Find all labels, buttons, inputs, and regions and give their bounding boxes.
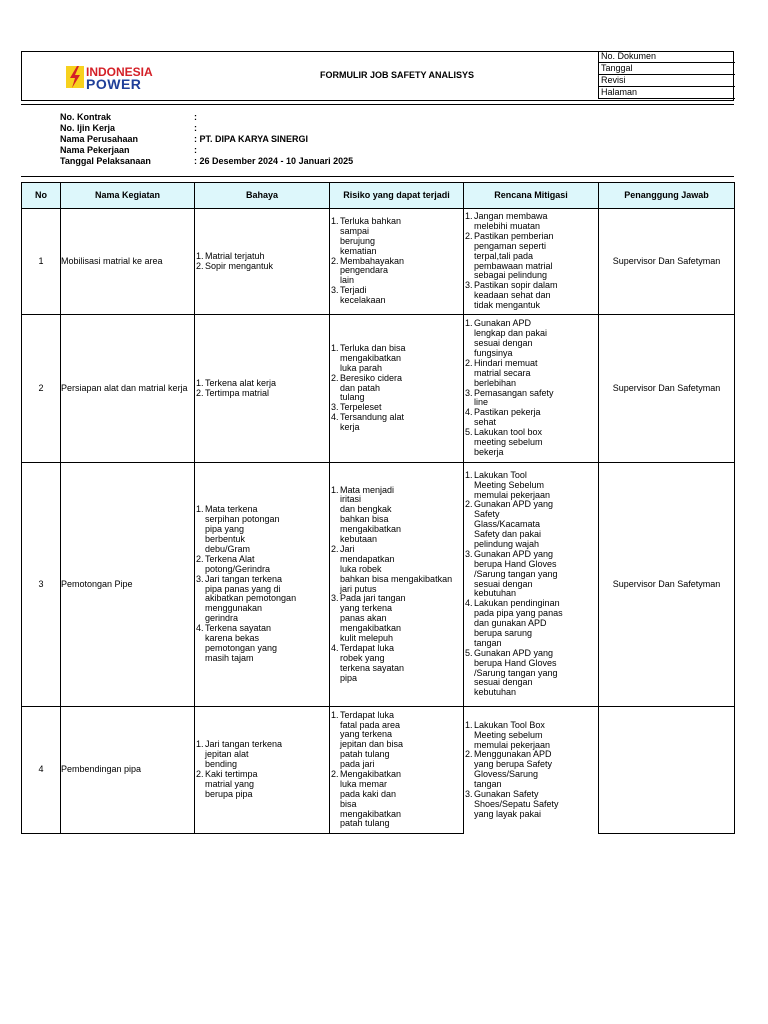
info-value: :: [194, 145, 197, 155]
info-label: Nama Perusahaan: [60, 134, 139, 144]
item-text: Gunakan Safety Shoes/Sepatu Safety yang layak pakai: [474, 789, 559, 819]
item-text: Kaki tertimpa matrial yang berupa pipa: [205, 769, 258, 799]
item-number: 3.: [465, 789, 473, 800]
item-text: Lakukan pendinginan pada pipa yang panas dan gunakan APD berupa sarung tangan: [474, 598, 563, 648]
item-number: 4.: [465, 407, 473, 418]
cell-bahaya: [195, 707, 330, 834]
item-text: Gunakan APD lengkap dan pakai sesuai dengan fungsinya: [474, 318, 548, 358]
item-text: Mata terkena serpihan potongan pipa yang berbentuk debu/Gram: [205, 504, 280, 554]
item-number: 2.: [196, 553, 204, 564]
cell-risiko: [330, 315, 464, 463]
project-info: [21, 104, 734, 177]
cell-risiko-list: [331, 344, 462, 433]
cell-mitigasi: [464, 463, 599, 707]
cell-risiko-list: [331, 217, 462, 306]
list-item: [331, 374, 462, 404]
item-text: Terdapat luka robek yang terkena sayatan pipa: [340, 642, 405, 683]
item-number: 1.: [465, 469, 473, 480]
jsa-table: [21, 182, 735, 834]
item-text: Pemasangan safety line: [474, 387, 554, 408]
item-number: 4.: [465, 598, 473, 609]
item-number: 2.: [465, 230, 473, 241]
item-number: 2.: [331, 255, 339, 266]
col-header-mitigasi: Rencana Mitigasi: [464, 183, 599, 209]
list-item: [331, 711, 462, 770]
item-text: Terdapat luka fatal pada area yang terkena jepitan dan bisa patah tulang pada jari: [340, 709, 404, 770]
item-text: Gunakan APD yang berupa Hand Gloves /Sarung tangan yang sesuai dengan kebutuhan: [474, 647, 558, 698]
item-number: 3.: [465, 387, 473, 398]
list-item: [331, 344, 462, 374]
info-value: :: [194, 112, 197, 122]
list-item: [465, 790, 597, 820]
list-item: [465, 319, 597, 359]
form-header: [21, 51, 734, 101]
item-text: Matrial terjatuh: [205, 250, 265, 261]
item-text: Mengakibatkan luka memar pada kaki dan bisa mengakibatkan patah tulang: [340, 769, 402, 829]
item-number: 1.: [465, 318, 473, 329]
item-number: 4.: [331, 412, 339, 423]
list-item: [331, 770, 462, 829]
col-header-no: No: [22, 183, 61, 209]
list-item: [465, 721, 597, 751]
meta-revisi: Revisi: [599, 75, 735, 87]
item-number: 1.: [331, 709, 339, 720]
list-item: [465, 500, 597, 549]
item-text: Terpeleset: [340, 402, 382, 413]
item-number: 2.: [196, 260, 204, 271]
list-item: [196, 505, 328, 554]
table-header-row: [22, 183, 735, 209]
item-number: 1.: [465, 211, 473, 222]
list-item: [465, 428, 597, 458]
item-number: 1.: [331, 215, 339, 226]
cell-mitigasi-list: [465, 471, 597, 698]
cell-bahaya: [195, 209, 330, 315]
item-text: Jangan membawa melebihi muatan: [474, 211, 548, 231]
cell-kegiatan: Persiapan alat dan matrial kerja: [61, 315, 195, 463]
list-item: [465, 649, 597, 698]
item-number: 1.: [196, 504, 204, 515]
cell-risiko: [330, 463, 464, 707]
cell-kegiatan: Pembendingan pipa: [61, 707, 195, 834]
info-label: Nama Pekerjaan: [60, 145, 130, 155]
item-text: Terluka bahkan sampai berujung kematian: [340, 215, 402, 256]
item-text: Lakukan Tool Meeting Sebelum memulai pekerjaan: [474, 469, 551, 500]
item-text: Terluka dan bisa mengakibatkan luka parah: [340, 342, 406, 373]
item-number: 5.: [465, 427, 473, 438]
cell-no: 2: [22, 315, 61, 463]
cell-penanggung-jawab: Supervisor Dan Safetyman: [599, 463, 735, 707]
cell-bahaya-list: [196, 379, 328, 399]
list-item: [196, 624, 328, 664]
item-text: Beresiko cidera dan patah tulang: [340, 372, 403, 403]
list-item: [465, 212, 597, 232]
cell-mitigasi: [464, 707, 599, 834]
item-text: Hindari memuat matrial secara berlebihan: [474, 357, 538, 388]
list-item: [465, 281, 597, 311]
item-number: 4.: [196, 623, 204, 634]
list-item: [196, 770, 328, 800]
item-number: 1.: [331, 342, 339, 353]
item-text: Gunakan APD yang berupa Hand Gloves /Sarung tangan yang sesuai dengan kebutuhan: [474, 548, 558, 599]
col-header-kegiatan: Nama Kegiatan: [61, 183, 195, 209]
item-number: 1.: [196, 250, 204, 261]
item-text: Lakukan tool box meeting sebelum bekerja: [474, 427, 543, 457]
table-row: [22, 315, 735, 463]
item-text: Pastikan sopir dalam keadaan sehat dan tidak mengantuk: [474, 280, 558, 311]
item-number: 1.: [331, 484, 339, 495]
item-text: Membahayakan pengendara lain: [340, 255, 405, 286]
cell-mitigasi-list: [465, 721, 597, 820]
item-number: 2.: [196, 387, 204, 398]
info-label: Tanggal Pelaksanaan: [60, 156, 151, 166]
item-text: Tersandung alat kerja: [340, 412, 405, 433]
list-item: [196, 575, 328, 624]
list-item: [196, 389, 328, 399]
list-item: [465, 232, 597, 281]
col-header-pj: Penanggung Jawab: [599, 183, 735, 209]
item-text: Terkena Alat potong/Gerindra: [205, 553, 271, 574]
item-number: 3.: [331, 402, 339, 413]
item-number: 2.: [465, 357, 473, 368]
list-item: [331, 545, 462, 594]
col-header-risiko: Risiko yang dapat terjadi: [330, 183, 464, 209]
item-number: 3.: [331, 593, 339, 604]
cell-bahaya-list: [196, 252, 328, 272]
item-number: 5.: [465, 647, 473, 658]
info-label: No. Kontrak: [60, 112, 112, 122]
item-text: Terjadi kecelakaan: [340, 285, 386, 306]
list-item: [331, 257, 462, 287]
table-row: [22, 707, 735, 834]
list-item: [465, 389, 597, 409]
item-number: 2.: [196, 769, 204, 779]
item-text: Tertimpa matrial: [205, 387, 270, 398]
list-item: [331, 217, 462, 257]
table-body: [22, 209, 735, 834]
list-item: [465, 471, 597, 501]
list-item: [465, 750, 597, 790]
meta-tanggal: Tanggal: [599, 63, 735, 75]
item-number: 2.: [331, 372, 339, 383]
item-text: Menggunakan APD yang berupa Safety Glovess/Sarung tangan: [474, 749, 553, 790]
item-text: Lakukan Tool Box Meeting sebelum memulai pekerjaan: [474, 719, 551, 750]
list-item: [465, 408, 597, 428]
item-number: 3.: [196, 573, 204, 584]
cell-risiko: [330, 707, 464, 834]
item-number: 2.: [465, 499, 473, 510]
info-label: No. Ijin Kerja: [60, 123, 116, 133]
lightning-logo-icon: [64, 62, 154, 92]
cell-mitigasi: [464, 315, 599, 463]
item-text: Terkena alat kerja: [205, 377, 277, 388]
list-item: [196, 262, 328, 272]
item-text: Sopir mengantuk: [205, 260, 274, 271]
item-number: 1.: [196, 739, 204, 750]
item-number: 2.: [331, 769, 339, 779]
meta-no-dokumen: No. Dokumen: [599, 51, 735, 63]
cell-mitigasi: [464, 209, 599, 315]
table-row: [22, 209, 735, 315]
cell-penanggung-jawab: Supervisor Dan Safetyman: [599, 209, 735, 315]
col-header-bahaya: Bahaya: [195, 183, 330, 209]
document-meta-box: [598, 51, 735, 99]
item-text: Pada jari tangan yang terkena panas akan mengakibatkan kulit melepuh: [340, 593, 406, 643]
item-text: Mata menjadi iritasi dan bengkak bahkan bisa mengakibatkan kebutaan: [340, 484, 402, 545]
cell-risiko: [330, 209, 464, 315]
logo-text-bottom: POWER: [86, 76, 142, 92]
item-text: Pastikan pemberian pengaman seperti terpal,tali pada pembawaan matrial sebagai pelindung: [474, 230, 554, 281]
item-text: Gunakan APD yang Safety Glass/Kacamata Safety dan pakai pelindung wajah: [474, 499, 554, 549]
item-number: 1.: [465, 719, 473, 730]
list-item: [196, 740, 328, 770]
cell-mitigasi-list: [465, 319, 597, 457]
item-number: 2.: [331, 543, 339, 554]
list-item: [465, 550, 597, 599]
cell-kegiatan: Pemotongan Pipe: [61, 463, 195, 707]
list-item: [465, 599, 597, 648]
cell-bahaya-list: [196, 505, 328, 663]
item-text: Jari mendapatkan luka robek bahkan bisa mengakibatkan jari putus: [340, 543, 453, 594]
list-item: [331, 594, 462, 643]
item-number: 2.: [465, 749, 473, 760]
table-row: [22, 463, 735, 707]
item-text: Terkena sayatan karena bekas pemotongan yang masih tajam: [205, 623, 278, 663]
item-number: 4.: [331, 642, 339, 653]
item-number: 3.: [465, 280, 473, 291]
info-value: : 26 Desember 2024 - 10 Januari 2025: [194, 156, 354, 166]
item-text: Jari tangan terkena jepitan alat bending: [205, 739, 283, 770]
item-number: 3.: [331, 285, 339, 296]
item-number: 3.: [465, 548, 473, 559]
cell-penanggung-jawab: Supervisor Dan Safetyman: [599, 315, 735, 463]
cell-bahaya: [195, 315, 330, 463]
cell-kegiatan: Mobilisasi matrial ke area: [61, 209, 195, 315]
info-value: : PT. DIPA KARYA SINERGI: [194, 134, 309, 144]
list-item: [196, 555, 328, 575]
cell-penanggung-jawab: [599, 707, 735, 834]
cell-no: 3: [22, 463, 61, 707]
cell-risiko-list: [331, 711, 462, 830]
meta-halaman: Halaman: [599, 87, 735, 99]
logo-text-top: INDONESIA: [86, 65, 153, 79]
cell-bahaya-list: [196, 740, 328, 799]
cell-bahaya: [195, 463, 330, 707]
cell-risiko-list: [331, 486, 462, 684]
list-item: [331, 644, 462, 684]
cell-no: 1: [22, 209, 61, 315]
cell-mitigasi-list: [465, 212, 597, 311]
info-value: :: [194, 123, 197, 133]
list-item: [331, 413, 462, 433]
item-number: 1.: [196, 377, 204, 388]
list-item: [331, 486, 462, 545]
item-text: Jari tangan terkena pipa panas yang di akibatkan pemotongan menggunakan gerindra: [205, 573, 297, 624]
list-item: [331, 286, 462, 306]
form-title: FORMULIR JOB SAFETY ANALISYS: [319, 70, 474, 81]
indonesia-power-logo: [64, 62, 154, 92]
item-text: Pastikan pekerja sehat: [474, 407, 541, 428]
list-item: [465, 359, 597, 389]
cell-no: 4: [22, 707, 61, 834]
